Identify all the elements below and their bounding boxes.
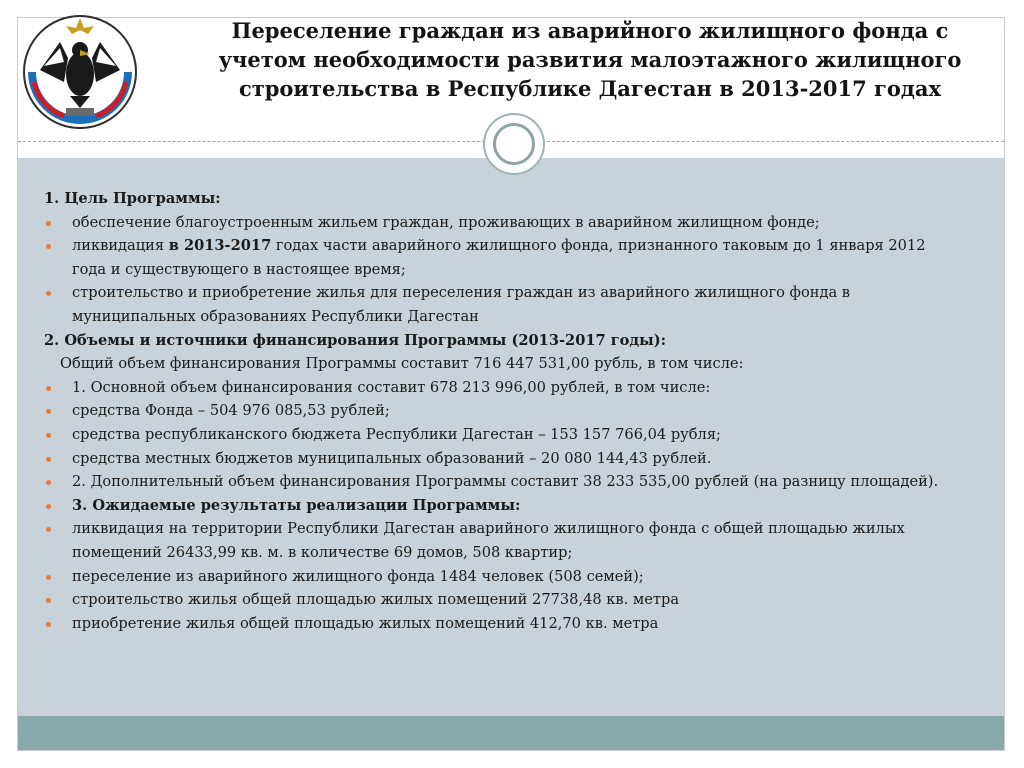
- decorative-circle-icon: [483, 113, 545, 175]
- list-item: приобретение жилья общей площадью жилых помещений 412,70 кв. метра: [44, 612, 964, 636]
- list-item: переселение из аварийного жилищного фонда 1484 человек (508 семей);: [44, 565, 964, 589]
- list-item: 1. Основной объем финансирования составит 678 213 996,00 рублей, в том числе:: [44, 376, 964, 400]
- decorative-inner-ring: [493, 123, 535, 165]
- list-item: средства Фонда – 504 976 085,53 рублей;: [44, 399, 964, 423]
- list-item-text: годах части аварийного жилищного фонда, признанного таковым до 1 января 2012 года и существующего в настоящее время;: [72, 237, 926, 278]
- list-item-text: ликвидация: [72, 237, 169, 255]
- list-item: средства республиканского бюджета Республики Дагестан – 153 157 766,04 рубля;: [44, 423, 964, 447]
- section1-heading: 1. Цель Программы:: [44, 190, 221, 207]
- list-item: 2. Дополнительный объем финансирования Программы составит 38 233 535,00 рублей (на разницу площадей).: [44, 470, 964, 494]
- list-item: строительство жилья общей площадью жилых помещений 27738,48 кв. метра: [44, 588, 964, 612]
- list-item: ликвидация на территории Республики Дагестан аварийного жилищного фонда с общей площадью жилых помещений 26433,99 кв. м. в количестве 69 домов, 508 квартир;: [44, 517, 964, 564]
- list-item: строительство и приобретение жилья для переселения граждан из аварийного жилищного фонда в муниципальных образованиях Республики Дагестан: [44, 281, 964, 328]
- page-title: Переселение граждан из аварийного жилищного фонда с учетом необходимости развития малоэтажного жилищного строительства в Республике Дагестан в 2013-2017 годах: [218, 18, 962, 101]
- section3-heading: 3. Ожидаемые результаты реализации Программы:: [44, 494, 964, 518]
- section2-heading: 2. Объемы и источники финансирования Программы (2013-2017 годы):: [44, 331, 667, 349]
- list-item-bold-text: в 2013-2017: [168, 237, 272, 255]
- section2-intro: Общий объем финансирования Программы составит 716 447 531,00 рубль, в том числе:: [60, 355, 744, 373]
- list-item: обеспечение благоустроенным жильем граждан, проживающих в аварийном жилищном фонде;: [44, 211, 964, 235]
- list-item: средства местных бюджетов муниципальных образований – 20 080 144,43 рублей.: [44, 447, 964, 471]
- list-item: [44, 234, 964, 281]
- dagestan-coat-of-arms-icon: [20, 12, 140, 132]
- footer-band: [18, 716, 1004, 750]
- slide-body: [44, 187, 964, 635]
